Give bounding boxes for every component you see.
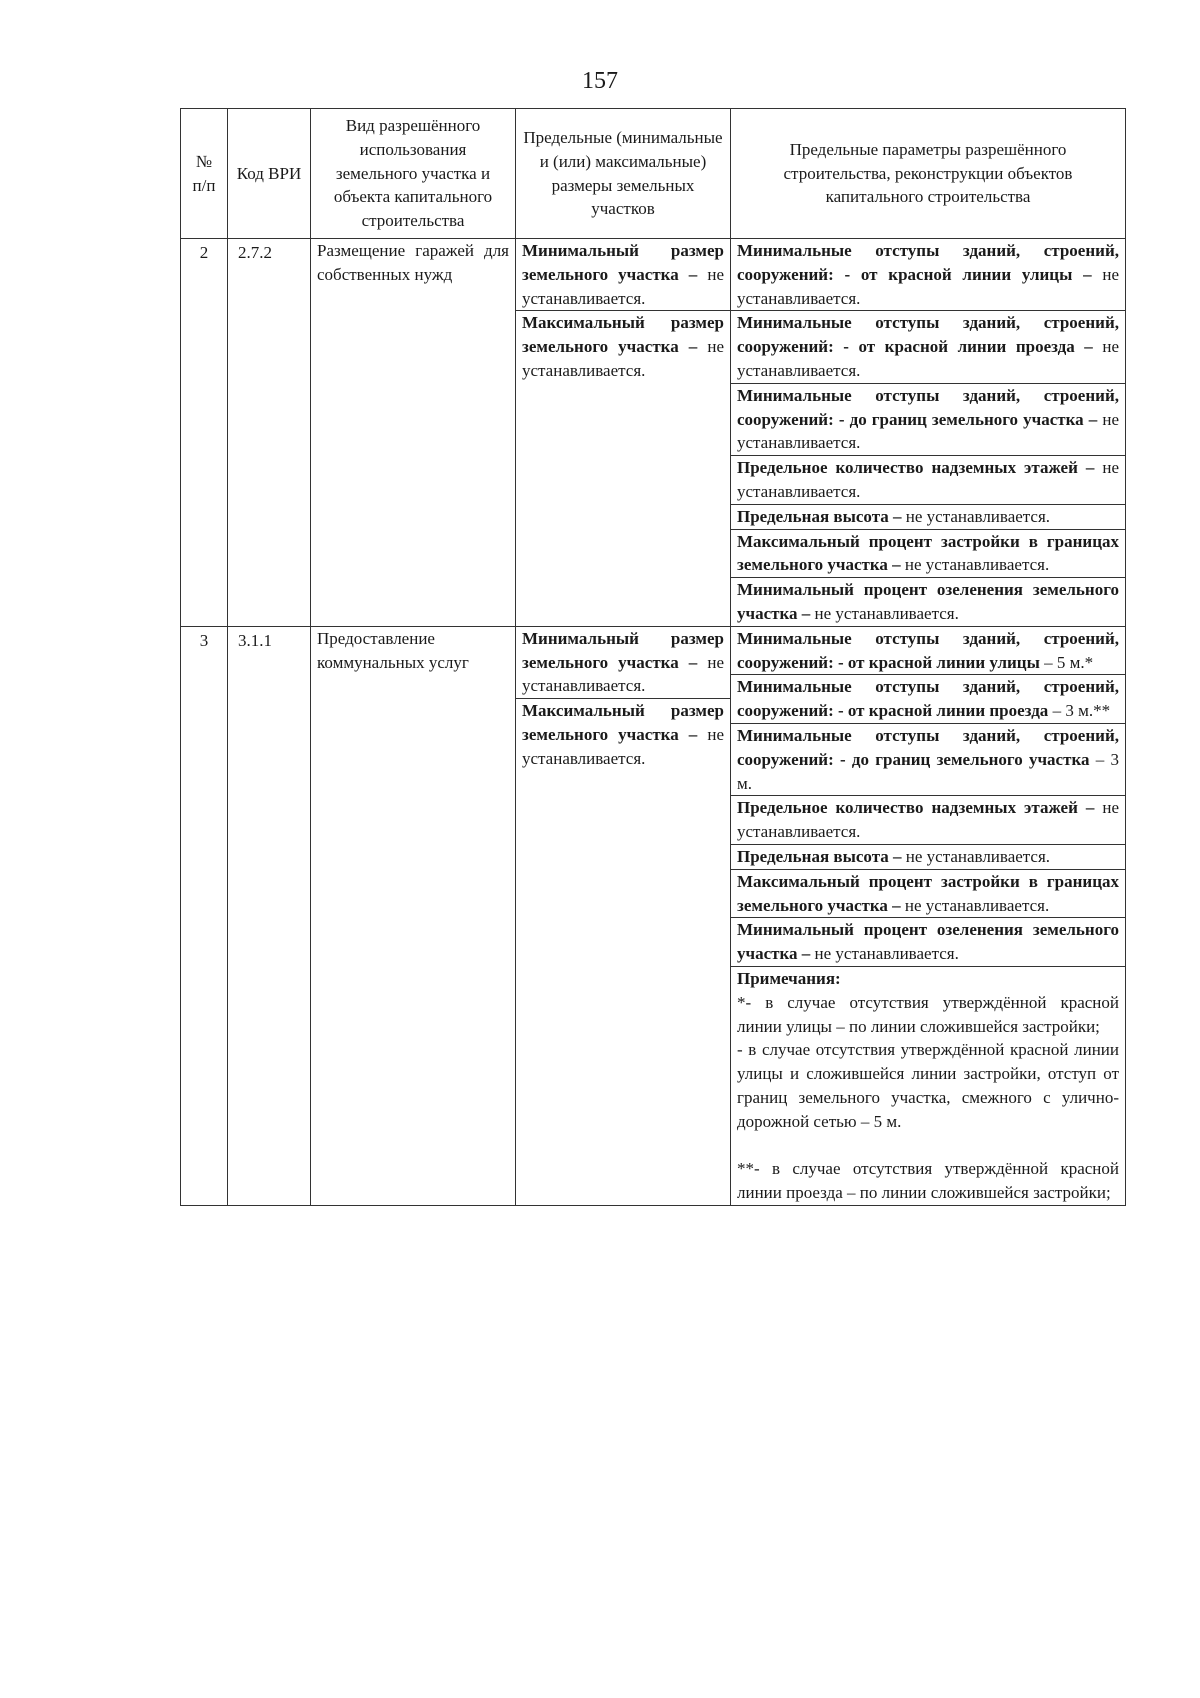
- row-num: 2: [181, 239, 228, 627]
- size-label: Максимальный размер земельного участка –: [522, 701, 724, 744]
- row-sizes: [516, 239, 731, 627]
- row-params: [731, 626, 1126, 1205]
- size-label: Минимальный размер земельного участка –: [522, 241, 724, 284]
- row-vid: [311, 626, 516, 1205]
- table-header-row: [181, 109, 1126, 239]
- param-cell: [731, 675, 1125, 724]
- param-cell: [731, 918, 1125, 967]
- param-label: Минимальные отступы зданий, строений, сооружений:: [737, 313, 1119, 357]
- param-cell: [731, 844, 1125, 869]
- param-value: – 5 м.*: [1044, 652, 1094, 672]
- note-1: *- в случае отсутствия утверждённой красной линии улицы – по линии сложившейся застройки;: [737, 992, 1119, 1036]
- param-sub: - до границ земельного участка: [840, 749, 1090, 769]
- param-label: Минимальные отступы зданий, строений, сооружений:: [737, 628, 1119, 672]
- header-code: Код ВРИ: [228, 109, 311, 239]
- param-value: не устанавливается.: [904, 555, 1050, 575]
- size-cell: [516, 627, 730, 699]
- row-vid: [311, 239, 516, 627]
- size-value: не устанавливается.: [522, 337, 724, 380]
- regulations-table: [180, 108, 1126, 1206]
- param-sub: - до границ земельного участка –: [838, 409, 1098, 429]
- param-cell: [731, 383, 1125, 455]
- row-code: 3.1.1: [228, 626, 311, 1205]
- notes-title: Примечания:: [737, 968, 841, 988]
- row-sizes: [516, 626, 731, 1205]
- size-cell: [516, 311, 730, 383]
- row-code: 2.7.2: [228, 239, 311, 627]
- param-value: не устанавливается.: [814, 603, 959, 623]
- param-value: не устанавливается.: [905, 846, 1051, 866]
- param-value: не устанавливается.: [737, 458, 1120, 501]
- param-cell: [731, 529, 1125, 578]
- header-sizes: Предельные (минимальные и (или) максимальные) размеры земельных участков: [516, 109, 731, 239]
- param-cell: [731, 869, 1125, 918]
- param-cell: [731, 627, 1125, 675]
- size-label: Максимальный размер земельного участка –: [522, 313, 724, 357]
- param-value: не устанавливается.: [904, 895, 1050, 915]
- param-label: Минимальные отступы зданий, строений, сооружений:: [737, 241, 1119, 284]
- page-number: 157: [582, 68, 618, 94]
- param-label: Максимальный процент застройки в границах земельного участка –: [737, 871, 1119, 915]
- param-value: не устанавливается.: [737, 798, 1120, 842]
- param-label: Предельное количество надземных этажей –: [737, 798, 1095, 818]
- param-value: – 3 м.**: [1052, 701, 1111, 721]
- param-value: не устанавливается.: [737, 409, 1120, 453]
- param-cell: [731, 723, 1125, 795]
- param-sub: - от красной линии улицы –: [844, 264, 1092, 284]
- param-cell: [731, 578, 1125, 626]
- param-label: Минимальный процент озеленения земельного участка –: [737, 580, 1119, 623]
- param-value: не устанавливается.: [737, 264, 1120, 308]
- size-label: Минимальный размер земельного участка –: [522, 628, 724, 672]
- row-vid-text: Размещение гаражей для собственных нужд: [317, 241, 509, 284]
- param-cell: [731, 239, 1125, 311]
- param-value: – 3 м.: [737, 749, 1120, 793]
- param-cell: [731, 456, 1125, 505]
- param-label: Предельная высота –: [737, 506, 902, 526]
- size-value: не устанавливается.: [522, 724, 724, 768]
- param-value: не устанавливается.: [814, 944, 959, 964]
- param-cell: [731, 311, 1125, 383]
- param-cell: [731, 504, 1125, 529]
- param-label: Минимальные отступы зданий, строений, сооружений:: [737, 725, 1119, 769]
- notes-spacer: [737, 1133, 1119, 1157]
- param-sub: - от красной линии проезда –: [843, 337, 1093, 357]
- note-2: - в случае отсутствия утверждённой красной линии улицы и сложившейся линии застройки, отступ от границ земельного участка, смежного с улично-дорожной сетью – 5 м.: [737, 1040, 1119, 1131]
- param-label: Максимальный процент застройки в границах земельного участка –: [737, 531, 1119, 575]
- size-cell: [516, 239, 730, 311]
- size-value: не устанавливается.: [522, 652, 724, 696]
- size-cell: [516, 699, 730, 771]
- row-num: 3: [181, 626, 228, 1205]
- param-cell: [731, 796, 1125, 845]
- table-row: [181, 626, 1126, 1205]
- param-value: не устанавливается.: [905, 506, 1051, 526]
- param-value: не устанавливается.: [737, 337, 1120, 380]
- notes-cell: [731, 966, 1125, 1205]
- param-label: Предельная высота –: [737, 846, 902, 866]
- param-sub: - от красной линии проезда: [838, 701, 1049, 721]
- param-label: Предельное количество надземных этажей –: [737, 458, 1095, 478]
- row-vid-text: Предоставление коммунальных услуг: [317, 628, 469, 672]
- table-row: [181, 239, 1126, 627]
- param-label: Минимальные отступы зданий, строений, сооружений:: [737, 385, 1119, 429]
- header-vid: Вид разрешённого использования земельного участка и объекта капитального строительства: [311, 109, 516, 239]
- param-sub: - от красной линии улицы: [838, 652, 1040, 672]
- header-num: № п/п: [181, 109, 228, 239]
- param-label: Минимальные отступы зданий, строений, сооружений:: [737, 677, 1119, 721]
- row-params: [731, 239, 1126, 627]
- note-3: **- в случае отсутствия утверждённой красной линии проезда – по линии сложившейся застройки;: [737, 1159, 1119, 1203]
- size-value: не устанавливается.: [522, 264, 724, 308]
- param-label: Минимальный процент озеленения земельного участка –: [737, 920, 1119, 964]
- header-params: Предельные параметры разрешённого строительства, реконструкции объектов капитального строительства: [731, 109, 1126, 239]
